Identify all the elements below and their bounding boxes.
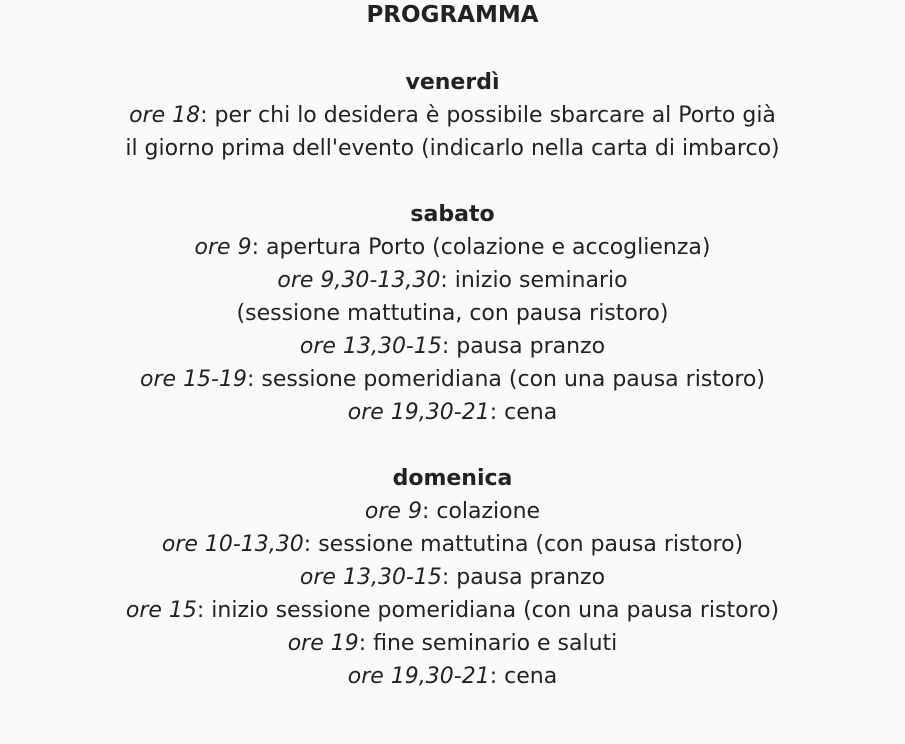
schedule-time: ore 13,30-15: [299, 334, 442, 359]
schedule-text: : colazione: [421, 499, 541, 524]
schedule-line: [0, 594, 905, 627]
schedule-time: ore 19,30-21: [347, 664, 490, 689]
schedule-time: ore 18: [129, 103, 201, 128]
schedule-text: : fine seminario e saluti: [358, 631, 618, 656]
schedule-time: ore 9: [364, 499, 422, 524]
schedule-line: [0, 528, 905, 561]
spacer: [0, 33, 905, 66]
schedule-text: : pausa pranzo: [441, 334, 606, 359]
spacer: [0, 429, 905, 462]
schedule-text: : cena: [489, 664, 558, 689]
schedule-line: [0, 627, 905, 660]
program-title: PROGRAMMA: [366, 2, 539, 28]
schedule-text: : inizio seminario: [440, 268, 628, 293]
day-heading: sabato: [410, 202, 495, 227]
schedule-text: il giorno prima dell'evento (indicarlo nella carta di imbarco): [125, 136, 780, 161]
schedule-time: ore 19: [287, 631, 359, 656]
schedule-text: : per chi lo desidera è possibile sbarcare al Porto già: [200, 103, 776, 128]
schedule-text: : sessione mattutina (con pausa ristoro): [303, 532, 744, 557]
schedule-time: ore 13,30-15: [299, 565, 442, 590]
schedule-line: [0, 561, 905, 594]
schedule-time: ore 15: [125, 598, 197, 623]
day-section-domenica: [0, 462, 905, 693]
schedule-line: [0, 264, 905, 297]
schedule-line: [0, 330, 905, 363]
schedule-time: ore 9,30-13,30: [277, 268, 441, 293]
schedule-text: (sessione mattutina, con pausa ristoro): [236, 301, 669, 326]
day-section-sabato: [0, 198, 905, 429]
schedule-line: [0, 495, 905, 528]
schedule-time: ore 10-13,30: [161, 532, 304, 557]
schedule-text: : sessione pomeridiana (con una pausa ristoro): [247, 367, 765, 392]
schedule-line: [0, 231, 905, 264]
schedule-line: [0, 363, 905, 396]
schedule-text: : inizio sessione pomeridiana (con una pausa ristoro): [196, 598, 780, 623]
schedule-time: ore 19,30-21: [347, 400, 490, 425]
schedule-line: [0, 297, 905, 330]
schedule-line: [0, 660, 905, 693]
schedule-line: [0, 396, 905, 429]
schedule-text: : cena: [489, 400, 558, 425]
schedule-time: ore 15-19: [140, 367, 247, 392]
day-heading: domenica: [392, 466, 513, 491]
schedule-line: [0, 99, 905, 132]
schedule-time: ore 9: [194, 235, 252, 260]
schedule-text: : pausa pranzo: [441, 565, 606, 590]
spacer: [0, 165, 905, 198]
day-heading: venerdì: [405, 70, 500, 95]
schedule-text: : apertura Porto (colazione e accoglienza): [251, 235, 711, 260]
day-section-venerdi: [0, 66, 905, 165]
schedule-line: [0, 132, 905, 165]
